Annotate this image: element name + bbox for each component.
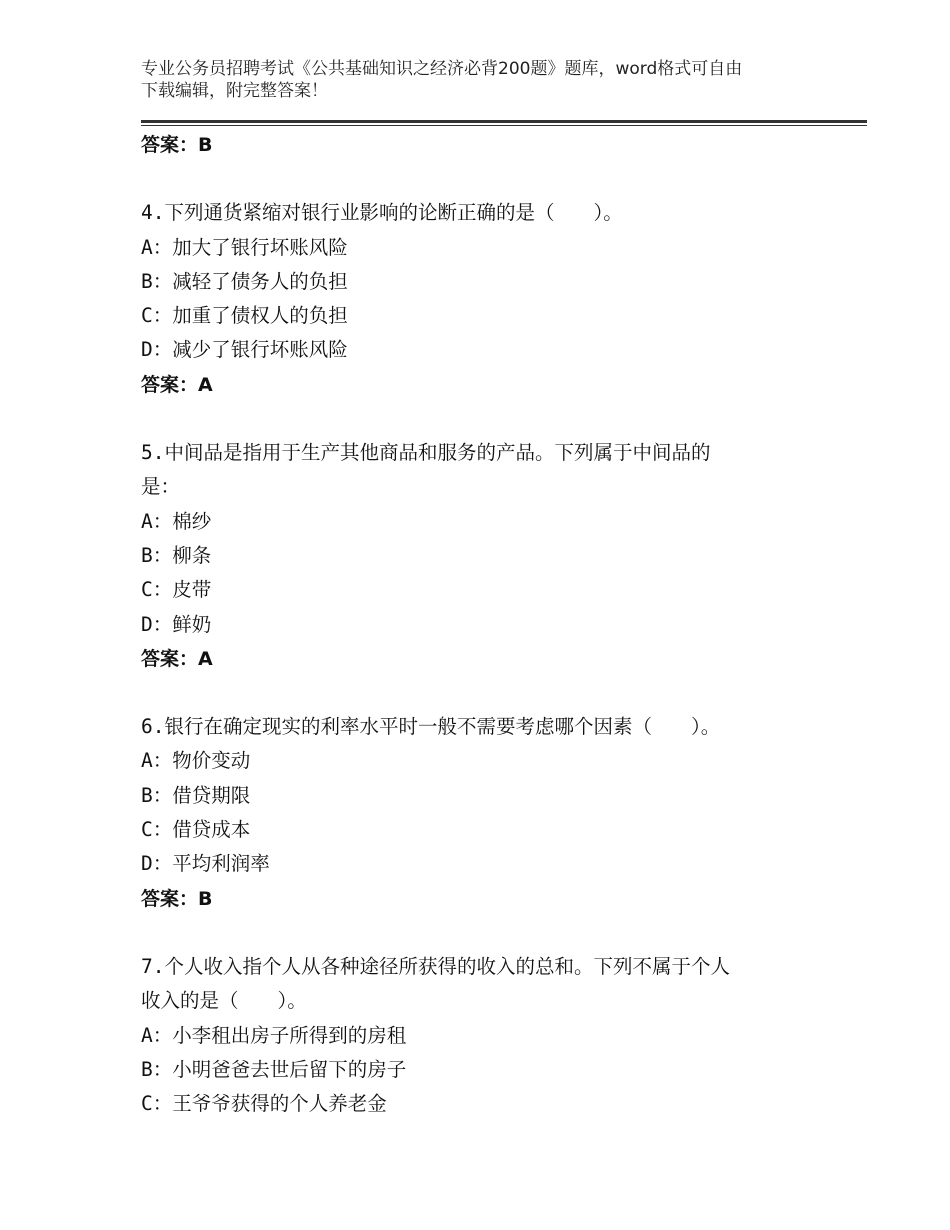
answer: 答案：A [141, 647, 213, 670]
question-stem: 5.中间品是指用于生产其他商品和服务的产品。下列属于中间品的 [141, 441, 711, 465]
option-d: D：减少了银行坏账风险 [141, 338, 348, 362]
question-stem-cont: 是： [141, 475, 181, 499]
option-b: B：借贷期限 [141, 783, 251, 807]
option-c: C：皮带 [141, 578, 212, 602]
answer-previous: 答案：B [141, 134, 213, 156]
option-a: A：小李租出房子所得到的房租 [141, 1023, 407, 1047]
question-stem: 4.下列通货紧缩对银行业影响的论断正确的是（ ）。 [141, 201, 623, 225]
answer: 答案：A [141, 373, 213, 396]
option-c: C：加重了债权人的负担 [141, 304, 348, 328]
question-4 [141, 196, 841, 402]
question-5 [141, 436, 841, 676]
option-c: C：王爷爷获得的个人养老金 [141, 1092, 387, 1116]
option-b: B：小明爸爸去世后留下的房子 [141, 1057, 407, 1081]
question-stem: 6.银行在确定现实的利率水平时一般不需要考虑哪个因素（ ）。 [141, 715, 721, 739]
option-b: B：减轻了债务人的负担 [141, 269, 348, 293]
header-rule [141, 120, 867, 123]
option-c: C：借贷成本 [141, 818, 251, 842]
header-line-1: 专业公务员招聘考试《公共基础知识之经济必背200题》题库，word格式可自由 [141, 59, 743, 79]
header-rule-thin [141, 125, 867, 126]
header-line-2: 下载编辑，附完整答案！ [141, 81, 328, 101]
question-7 [141, 950, 841, 1121]
answer: 答案：B [141, 887, 213, 910]
option-b: B：柳条 [141, 543, 212, 567]
question-6 [141, 710, 841, 916]
option-a: A：加大了银行坏账风险 [141, 235, 348, 259]
question-stem-cont: 收入的是（ ）。 [141, 989, 307, 1013]
option-a: A：物价变动 [141, 749, 251, 773]
page-header [141, 58, 841, 102]
question-stem: 7.个人收入指个人从各种途径所获得的收入的总和。下列不属于个人 [141, 954, 730, 978]
question-list [141, 128, 841, 1121]
option-a: A：棉纱 [141, 509, 212, 533]
option-d: D：平均利润率 [141, 852, 270, 876]
option-d: D：鲜奶 [141, 612, 212, 636]
